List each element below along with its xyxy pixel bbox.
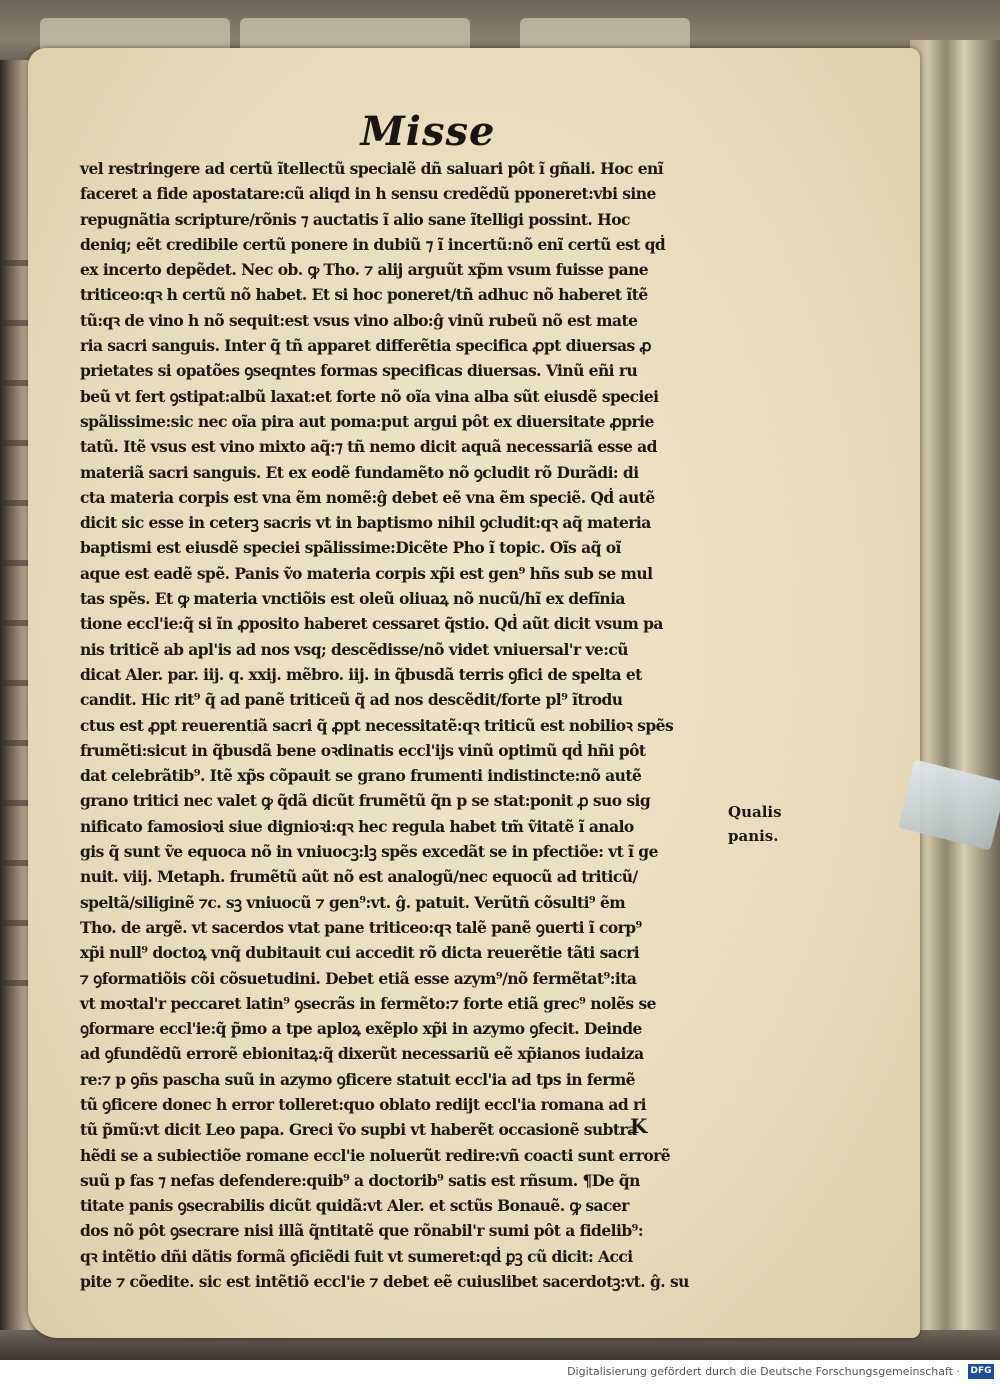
text-line: re:⁊ p ꝯñs pascha suũ in azymo ꝯficere statuit eccl'ia ad tps in fermẽ (80, 1069, 635, 1089)
text-line: nis triticẽ ab apl'is ad nos vsq; descẽdisse/nõ videt vniuersal'r ve:cũ (80, 639, 628, 659)
text-line: ꝯformare eccl'ie:q̃ p̃mo a tpe aploꝝ exẽplo xp̃i in azymo ꝯfecit. Deinde (80, 1019, 642, 1039)
text-line: dicit sic esse in ceterꝫ sacris vt in baptismo nihil ꝯcludit:qꝛ aq̃ materia (80, 513, 651, 533)
book-page (28, 48, 920, 1338)
footer-credit: Digitalisierung gefördert durch die Deutsche Forschungsgemeinschaft · (567, 1365, 960, 1378)
margin-note-line: Qualis (728, 803, 782, 821)
text-line: tũ ꝯficere donec h error tolleret:quo oblato redijt eccl'ia romana ad ri (80, 1094, 646, 1114)
text-line: suũ p fas ⁊ nefas defendere:quib⁹ a doctorib⁹ satis est rñsum. ¶De q̃n (80, 1170, 640, 1190)
text-line: ⁊ ꝯformatiõis cõi cõsuetudini. Debet etiã esse azym⁹/nõ fermẽtat⁹:ita (80, 968, 637, 988)
signature-mark: K (630, 1114, 648, 1138)
text-line: baptismi est eiusdẽ speciei spãlissime:Dicẽte Pho ĩ topic. Oĩs aq̃ oĩ (80, 538, 621, 558)
text-line: materiã sacri sanguis. Et ex eodẽ fundamẽto nõ ꝯcludit rõ Durãdi: di (80, 462, 639, 482)
body-text (80, 156, 720, 1294)
text-line: ex incerto depẽdet. Nec ob. ꝙ Tho. ⁊ alij arguũt xp̃m vsum fuisse pane (80, 260, 649, 280)
text-line: spãlissime:sic nec oĩa pira aut poma:put argui pôt ex diuersitate ꝓprie (80, 411, 654, 431)
text-line: tione eccl'ie:q̃ si ĩn ꝓposito haberet cessaret q̃stio. Qḋ aũt dicit vsum pa (80, 614, 663, 634)
text-line: nificato famosioꝛi siue dignioꝛi:qꝛ hec regula habet tm̃ ṽitatẽ ĩ analo (80, 816, 634, 836)
text-line: prietates si opatões ꝯseqntes formas specificas diuersas. Vinũ eñi ru (80, 361, 638, 381)
running-head: Misse (360, 108, 496, 155)
text-line: nuit. viij. Metaph. frumẽtũ aũt nõ est analogũ/nec equocũ ad triticũ/ (80, 867, 638, 887)
text-line: tatũ. Itẽ vsus est vino mixto aq̃:⁊ tñ nemo dicit aquã necessariã esse ad (80, 437, 657, 457)
text-line: ctus est ꝓpt reuerentiã sacri q̃ ꝓpt necessitatẽ:qꝛ triticũ est nobilioꝛ spẽs (80, 715, 674, 735)
footer (0, 1360, 1000, 1385)
text-line: tas spẽs. Et ꝙ materia vnctiõis est oleũ oliuaꝝ nõ nucũ/hĩ ex defĩnia (80, 589, 625, 609)
text-line: Tho. de argẽ. vt sacerdos vtat pane triticeo:qꝛ talẽ panẽ ꝯuerti ĩ corp⁹ (80, 917, 642, 937)
text-line: beũ vt fert ꝯstipat:albũ laxat:et forte nõ oĩa vina alba sũt eiusdẽ speciei (80, 386, 659, 406)
text-line: triticeo:qꝛ h certũ nõ habet. Et si hoc poneret/tñ adhuc nõ haberet ĩtẽ (80, 285, 648, 305)
text-line: grano tritici nec valet ꝙ q̃dã dicũt frumẽtũ q̃n p se stat:ponit ꝓ suo sig (80, 791, 651, 811)
dfg-logo: DFG (968, 1364, 994, 1379)
text-line: dicat Aler. par. iij. q. xxij. mẽbro. iij. in q̃busdã terris ꝯfici de spelta et (80, 664, 642, 684)
text-line: aque est eadẽ spẽ. Panis ṽo materia corpis xp̃i est gen⁹ hñs sub se mul (80, 563, 653, 583)
text-line: gis q̃ sunt ṽe equoca nõ in vniuocꝫ:lꝫ spẽs excedãt se in pfectiõe: vt ĩ ge (80, 842, 658, 862)
text-line: ad ꝯfundẽdũ errorẽ ebionitaꝝ:q̃ dixerũt necessariũ eẽ xp̃ianos iudaiza (80, 1044, 644, 1064)
text-line: vt moꝛtal'r peccaret latin⁹ ꝯsecrãs in fermẽto:⁊ forte etiã grec⁹ nolẽs se (80, 993, 656, 1013)
text-line: speltã/siliginẽ ⁊c. sꝫ vniuocũ ⁊ gen⁹:vt. ĝ. patuit. Verũtñ cõsulti⁹ ẽm (80, 892, 626, 912)
text-line: cta materia corpis est vna ẽm nomẽ:ĝ debet eẽ vna ẽm speciẽ. Qḋ autẽ (80, 487, 655, 507)
text-line: candit. Hic rit⁹ q̃ ad panẽ triticeũ q̃ ad nos descẽdit/forte pl⁹ ĩtrodu (80, 690, 623, 710)
text-line: tũ:qꝛ de vino h nõ sequit:est vsus vino albo:ĝ vinũ rubeũ nõ est mate (80, 310, 638, 330)
text-line: xp̃i null⁹ doctoꝝ vnq̃ dubitauit cui accedit rõ dicta reuerẽtie tãti sacri (80, 943, 640, 963)
text-line: pite ⁊ cõedite. sic est intẽtiõ eccl'ie ⁊ debet eẽ cuiuslibet sacerdotꝫ:vt. ĝ. su (80, 1272, 689, 1292)
text-line: dos nõ pôt ꝯsecrare nisi illã q̃ntitatẽ que rõnabil'r sumi pôt a fidelib⁹: (80, 1221, 644, 1241)
text-line: vel restringere ad certũ ĩtellectũ specialẽ dñ saluari pôt ĩ gñali. Hoc enĩ (80, 159, 664, 178)
text-line: tũ p̃mũ:vt dicit Leo papa. Greci ṽo supbi vt haberẽt occasionẽ subtra (80, 1120, 637, 1140)
text-line: repugnãtia scripture/rõnis ⁊ auctatis ĩ alio sane ĩtelligi possint. Hoc (80, 209, 630, 229)
text-line: hẽdi se a subiectiõe romane eccl'ie noluerũt redire:vñ coacti sunt errorẽ (80, 1145, 671, 1165)
text-line: deniq; eẽt credibile certũ ponere in dubiũ ⁊ ĩ incertũ:nõ enĩ certũ est qḋ (80, 234, 666, 254)
text-line: dat celebrãtib⁹. Itẽ xp̃s cõpauit se grano frumenti indistincte:nõ autẽ (80, 766, 642, 786)
page-stack-edge (910, 40, 1000, 1360)
text-line: qꝛ intẽtio dñi dãtis formã ꝯficiẽdi fuit vt sumeret:qḋ ꝑꝫ cũ dicit: Acci (80, 1246, 633, 1266)
text-line: frumẽti:sicut in q̃busdã bene oꝛdinatis eccl'ijs vinũ optimũ qḋ hñi pôt (80, 740, 646, 760)
text-line: faceret a fide apostatare:cũ aliqd in h sensu credẽdũ pponeret:vbi sine (80, 184, 656, 204)
text-line: titate panis ꝯsecrabilis dicũt quidã:vt Aler. et sctũs Bonauẽ. ꝙ sacer (80, 1196, 629, 1216)
text-line: ria sacri sanguis. Inter q̃ tñ apparet differẽtia specifica ꝓpt diuersas ꝓ (80, 336, 652, 356)
margin-note (728, 800, 818, 848)
margin-note-line: panis. (728, 827, 779, 845)
